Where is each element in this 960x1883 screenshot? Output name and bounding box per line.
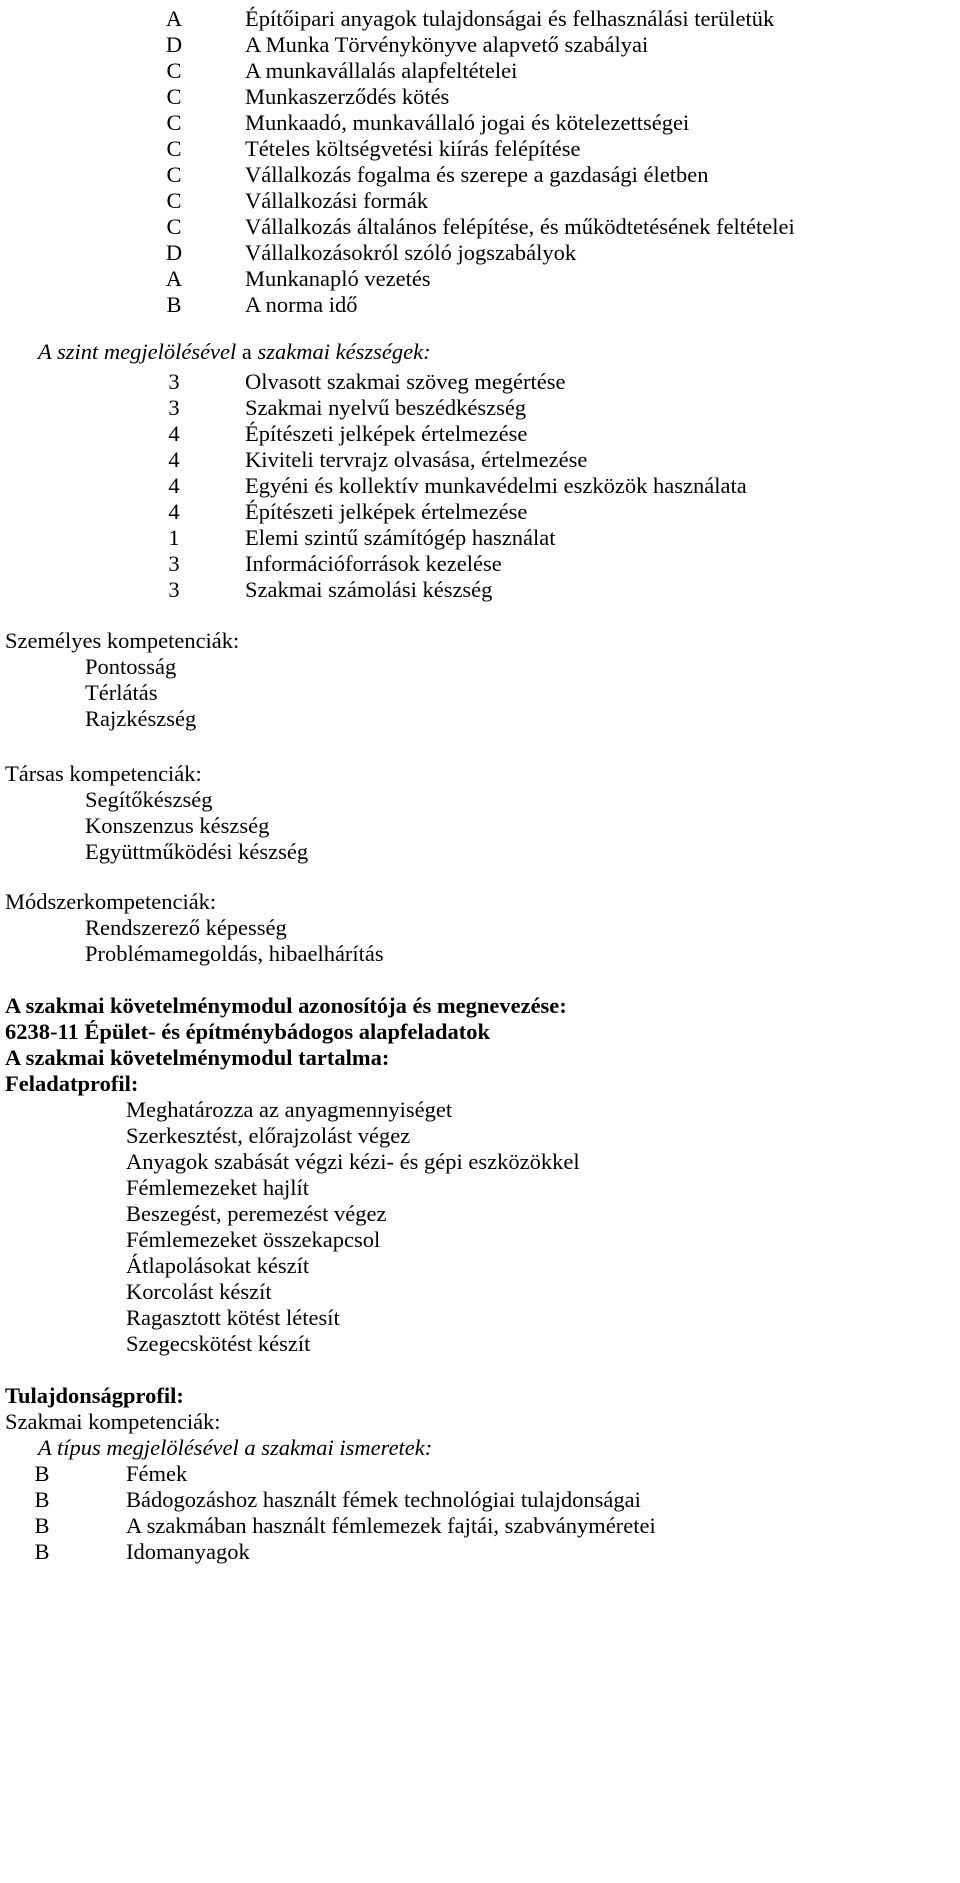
personal-item: Pontosság — [85, 654, 177, 679]
social-heading: Társas kompetenciák: — [5, 761, 202, 786]
skill-item-code: 3 — [168, 551, 180, 576]
skill-item-text: Egyéni és kollektív munkavédelmi eszközök használata — [245, 473, 747, 498]
skill-item-text: Szakmai nyelvű beszédkészség — [245, 395, 527, 420]
knowledge-item-code: B — [166, 292, 182, 317]
type-item-code: B — [34, 1461, 50, 1486]
skill-item-code: 4 — [168, 499, 180, 524]
skill-item-text: Kiviteli tervrajz olvasása, értelmezése — [245, 447, 588, 472]
knowledge-item-text: Építőipari anyagok tulajdonságai és felhasználási területük — [245, 6, 775, 31]
type-item-text: A szakmában használt fémlemezek fajtái, szabványméretei — [126, 1513, 656, 1538]
task-item: Szerkesztést, előrajzolást végez — [126, 1123, 411, 1148]
skill-item-text: Szakmai számolási készség — [245, 577, 493, 602]
method-heading: Módszerkompetenciák: — [5, 889, 217, 914]
knowledge-item-text: A norma idő — [245, 292, 358, 317]
skills-heading — [38, 336, 431, 367]
skill-item-text: Elemi szintű számítógép használat — [245, 525, 556, 550]
knowledge-item-code: C — [166, 188, 182, 213]
personal-item: Rajzkészség — [85, 706, 197, 731]
module-id-value: 6238-11 Épület- és építménybádogos alapfeladatok — [5, 1019, 491, 1044]
property-profile-heading: Tulajdonságprofil: — [5, 1383, 184, 1408]
knowledge-item-code: D — [165, 240, 183, 265]
social-item: Konszenzus készség — [85, 813, 270, 838]
knowledge-item-text: Munkaadó, munkavállaló jogai és kötelezettségei — [245, 110, 690, 135]
social-item: Segítőkészség — [85, 787, 213, 812]
knowledge-item-text: Munkanapló vezetés — [245, 266, 431, 291]
task-item: Fémlemezeket összekapcsol — [126, 1227, 381, 1252]
professional-competencies-heading: Szakmai kompetenciák: — [5, 1409, 221, 1434]
knowledge-item-text: Vállalkozás általános felépítése, és működtetésének feltételei — [245, 214, 795, 239]
skill-item-code: 3 — [168, 395, 180, 420]
skill-item-code: 4 — [168, 473, 180, 498]
knowledge-item-text: Munkaszerződés kötés — [245, 84, 450, 109]
type-item-text: Idomanyagok — [126, 1539, 250, 1564]
skill-item-code: 3 — [168, 577, 180, 602]
knowledge-item-text: Vállalkozásokról szóló jogszabályok — [245, 240, 577, 265]
task-item: Beszegést, peremezést végez — [126, 1201, 387, 1226]
task-item: Átlapolásokat készít — [126, 1253, 310, 1278]
task-item: Korcolást készít — [126, 1279, 272, 1304]
task-item: Anyagok szabását végzi kézi- és gépi eszközökkel — [126, 1149, 580, 1174]
type-item-text: Bádogozáshoz használt fémek technológiai tulajdonságai — [126, 1487, 641, 1512]
personal-item: Térlátás — [85, 680, 158, 705]
task-item: Szegecskötést készít — [126, 1331, 311, 1356]
skill-item-text: Építészeti jelképek értelmezése — [245, 499, 528, 524]
skill-item-code: 4 — [168, 447, 180, 472]
task-item: Fémlemezeket hajlít — [126, 1175, 310, 1200]
knowledge-item-text: A munkavállalás alapfeltételei — [245, 58, 518, 83]
type-item-code: B — [34, 1487, 50, 1512]
knowledge-item-code: C — [166, 214, 182, 239]
skills-heading-part2: a — [236, 339, 258, 364]
skill-item-text: Építészeti jelképek értelmezése — [245, 421, 528, 446]
skill-item-code: 3 — [168, 369, 180, 394]
module-content-heading: A szakmai követelménymodul tartalma: — [5, 1045, 390, 1070]
social-item: Együttműködési készség — [85, 839, 309, 864]
skills-heading-part1: A szint megjelölésével — [38, 339, 237, 364]
knowledge-item-code: C — [166, 58, 182, 83]
skill-item-text: Olvasott szakmai szöveg megértése — [245, 369, 566, 394]
knowledge-item-text: A Munka Törvénykönyve alapvető szabályai — [245, 32, 649, 57]
method-item: Rendszerező képesség — [85, 915, 287, 940]
knowledge-item-code: C — [166, 110, 182, 135]
knowledge-item-text: Vállalkozási formák — [245, 188, 429, 213]
knowledge-item-text: Vállalkozás fogalma és szerepe a gazdasági életben — [245, 162, 709, 187]
knowledge-item-code: C — [166, 84, 182, 109]
type-item-code: B — [34, 1539, 50, 1564]
task-profile-heading: Feladatprofil: — [5, 1071, 139, 1096]
knowledge-item-code: D — [165, 32, 183, 57]
skills-heading-part3: szakmai készségek: — [257, 339, 431, 364]
skill-item-code: 4 — [168, 421, 180, 446]
personal-heading: Személyes kompetenciák: — [5, 628, 240, 653]
knowledge-item-code: C — [166, 136, 182, 161]
knowledge-item-text: Tételes költségvetési kiírás felépítése — [245, 136, 581, 161]
method-item: Problémamegoldás, hibaelhárítás — [85, 941, 384, 966]
skill-item-text: Információforrások kezelése — [245, 551, 502, 576]
module-id-heading: A szakmai követelménymodul azonosítója és megnevezése: — [5, 993, 567, 1018]
type-item-code: B — [34, 1513, 50, 1538]
skill-item-code: 1 — [168, 525, 180, 550]
type-item-text: Fémek — [126, 1461, 188, 1486]
knowledge-item-code: A — [165, 6, 183, 31]
type-heading: A típus megjelölésével a szakmai ismeretek: — [38, 1435, 433, 1460]
knowledge-item-code: C — [166, 162, 182, 187]
knowledge-item-code: A — [165, 266, 183, 291]
task-item: Meghatározza az anyagmennyiséget — [126, 1097, 453, 1122]
task-item: Ragasztott kötést létesít — [126, 1305, 340, 1330]
